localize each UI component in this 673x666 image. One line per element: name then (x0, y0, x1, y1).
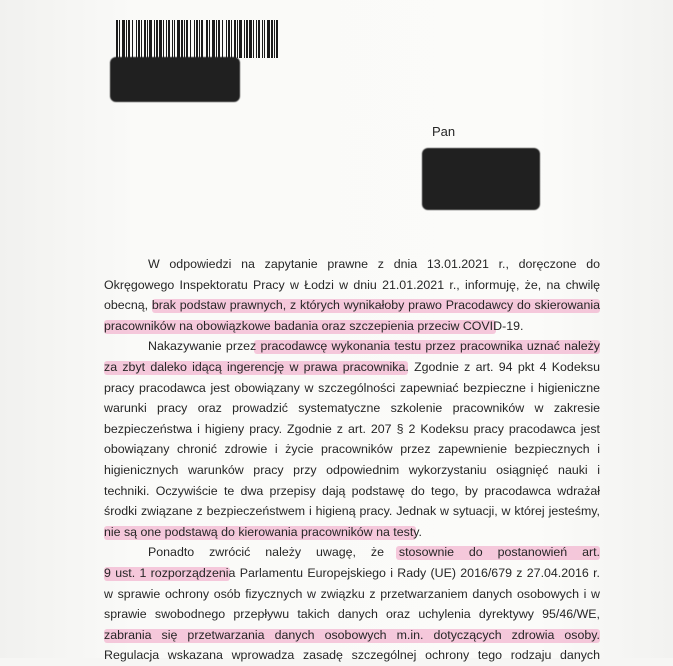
letter-body (104, 254, 600, 666)
text-line: techniki. Oczywiście te dwa przepisy dają podstawę do tego, by pracodawca wdrażał (104, 483, 600, 498)
text-line: sprawie swobodnego przepływu takich danych oraz uchylenia dyrektywy 95/46/WE, (104, 607, 600, 622)
barcode-image (116, 20, 280, 58)
text-line: W odpowiedzi na zapytanie prawne z dnia 13.01.2021 r., doręczone do (148, 257, 600, 271)
text-line: Ponadto zwrócić należy uwagę, że stosownie do postanowień art. (148, 545, 600, 560)
text-line: środki związane z bezpieczeństwem i higieną pracy. Jednak w sytuacji, w której jesteśmy, (104, 504, 600, 519)
text-line: nie są one podstawą do kierowania pracowników na testy. (104, 524, 422, 539)
text-line: warunki pracy oraz prowadzić systematyczne szkolenie pracowników w zakresie (104, 401, 600, 416)
text-line: higienicznych warunków pracy przy odpowiednim wykorzystaniu osiągnięć nauki i (104, 462, 600, 477)
text-line: Okręgowego Inspektoratu Pracy w Łodzi w dniu 21.01.2021 r., informuję, że, na chwilę (104, 277, 600, 292)
text-line: 9 ust. 1 rozporządzenia Parlamentu Europejskiego i Rady (UE) 2016/679 z 27.04.2016 r. (104, 565, 600, 580)
text-line: obecną, brak podstaw prawnych, z których wynikałoby prawo Pracodawcy do skierowania (104, 298, 600, 313)
text-line: bezpieczeństwa i higieny pracy. Zgodnie z art. 207 § 2 Kodeksu pracy pracodawca jest (104, 421, 600, 436)
text-line: zabrania się przetwarzania danych osobowych m.in. dotyczących zdrowia osoby. (104, 627, 600, 642)
text-line: za zbyt daleko idącą ingerencję w prawa pracownika. Zgodnie z art. 94 pkt 4 Kodeksu (104, 359, 600, 374)
text-line: Regulacja wskazana wprowadza zasadę szczególnej ochrony tego rodzaju danych (104, 648, 600, 663)
text-line: w sprawie ochrony osób fizycznych w związku z przetwarzaniem danych osobowych i w (104, 586, 600, 601)
redacted-recipient-block (422, 148, 540, 210)
text-line: Nakazywanie przez pracodawcę wykonania testu przez pracownika uznać należy (148, 339, 600, 354)
text-line: obowiązany chronić zdrowie i życie pracowników przez zapewnienie bezpiecznych i (104, 442, 600, 457)
redacted-sender-block (110, 57, 240, 102)
text-line: pracowników na obowiązkowe badania oraz szczepienia przeciw COVID-19. (104, 318, 524, 333)
recipient-label: Pan (432, 124, 456, 139)
text-line: pracy pracodawca jest obowiązany w szczególności zapewniać bezpieczne i higieniczne (104, 380, 600, 395)
